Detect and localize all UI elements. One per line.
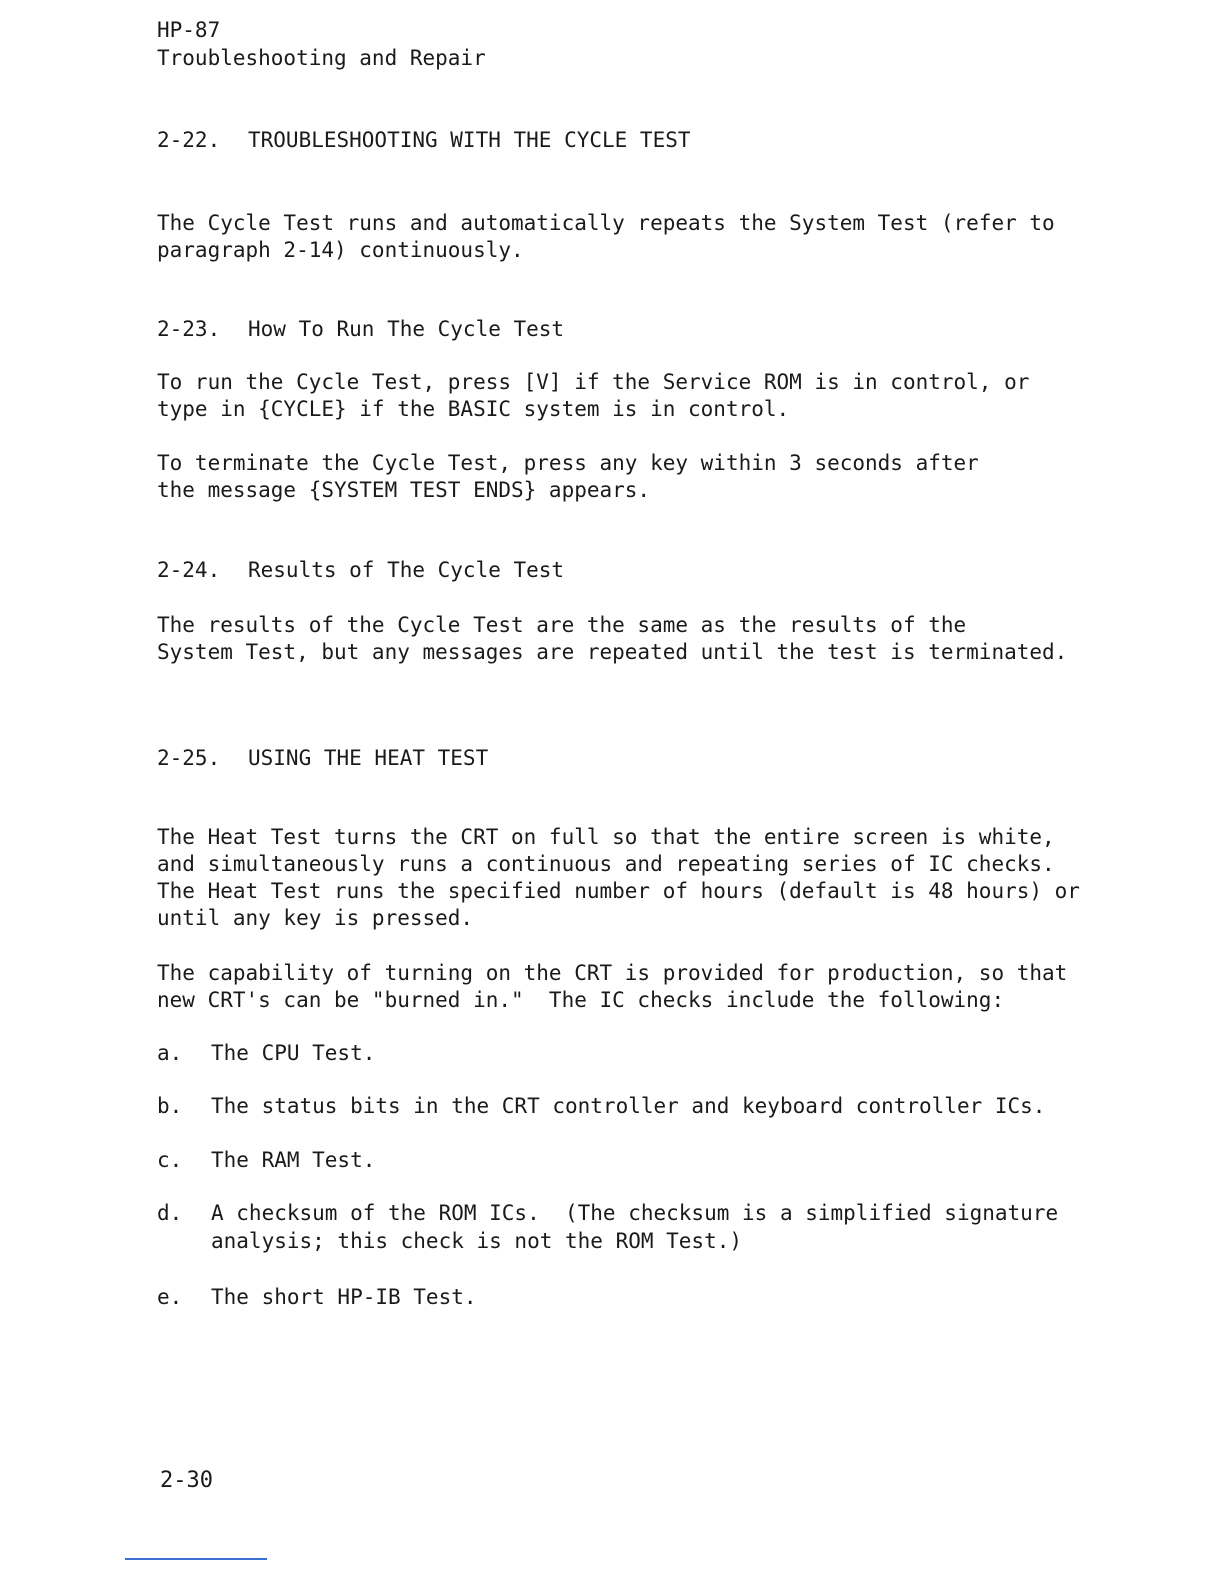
section-heading-2-24 [157, 557, 564, 584]
footer-rule [125, 1558, 267, 1560]
section-heading-2-23 [157, 316, 564, 343]
section-number: 2-24. [157, 558, 221, 582]
running-header-model: HP-87 [157, 18, 221, 42]
section-title: TROUBLESHOOTING WITH THE CYCLE TEST [248, 128, 691, 152]
list-item [157, 1092, 1045, 1120]
list-item [157, 1199, 1058, 1255]
paragraph-cycle-test-intro: The Cycle Test runs and automatically repeats the System Test (refer to paragraph 2-14) continuously. [157, 211, 1055, 262]
list-item-label: b. [157, 1094, 183, 1118]
running-header-subtitle: Troubleshooting and Repair [157, 46, 486, 70]
list-item [157, 1039, 375, 1067]
list-item [157, 1283, 477, 1311]
list-item [157, 1146, 375, 1174]
section-number: 2-25. [157, 746, 221, 770]
section-heading-2-22 [157, 127, 691, 154]
paragraph-cycle-results: The results of the Cycle Test are the same as the results of the System Test, but any messages are repeated until the test is terminated. [157, 613, 1068, 664]
list-item-label: d. [157, 1201, 183, 1225]
list-item-label: a. [157, 1041, 183, 1065]
paragraph-heat-test-capability: The capability of turning on the CRT is provided for production, so that new CRT's can be "burned in." The IC checks include the following: [157, 961, 1068, 1012]
list-item-text: The status bits in the CRT controller and keyboard controller ICs. [211, 1094, 1046, 1118]
paragraph-how-to-run: To run the Cycle Test, press [V] if the Service ROM is in control, or type in {CYCLE} if the BASIC system is in control. [157, 370, 1030, 421]
list-item-label: e. [157, 1285, 183, 1309]
section-title: Results of The Cycle Test [248, 558, 565, 582]
list-item-label: c. [157, 1148, 183, 1172]
section-title: How To Run The Cycle Test [248, 317, 565, 341]
paragraph-how-to-terminate: To terminate the Cycle Test, press any key within 3 seconds after the message {SYSTEM TEST ENDS} appears. [157, 451, 979, 502]
paragraph-heat-test-intro: The Heat Test turns the CRT on full so that the entire screen is white, and simultaneously runs a continuous and repeating series of IC checks. The Heat Test runs the specified number of hours (default is 48 hours) or until any key is pressed. [157, 825, 1080, 930]
list-item-text: The CPU Test. [211, 1041, 376, 1065]
section-number: 2-22. [157, 128, 221, 152]
list-item-text: The RAM Test. [211, 1148, 376, 1172]
section-title: USING THE HEAT TEST [248, 746, 489, 770]
list-item-text: A checksum of the ROM ICs. (The checksum is a simplified signature analysis; this check is not the ROM Test.) [211, 1201, 1059, 1253]
section-number: 2-23. [157, 317, 221, 341]
page-number: 2-30 [160, 1468, 213, 1493]
section-heading-2-25 [157, 745, 488, 772]
list-item-text: The short HP-IB Test. [211, 1285, 477, 1309]
